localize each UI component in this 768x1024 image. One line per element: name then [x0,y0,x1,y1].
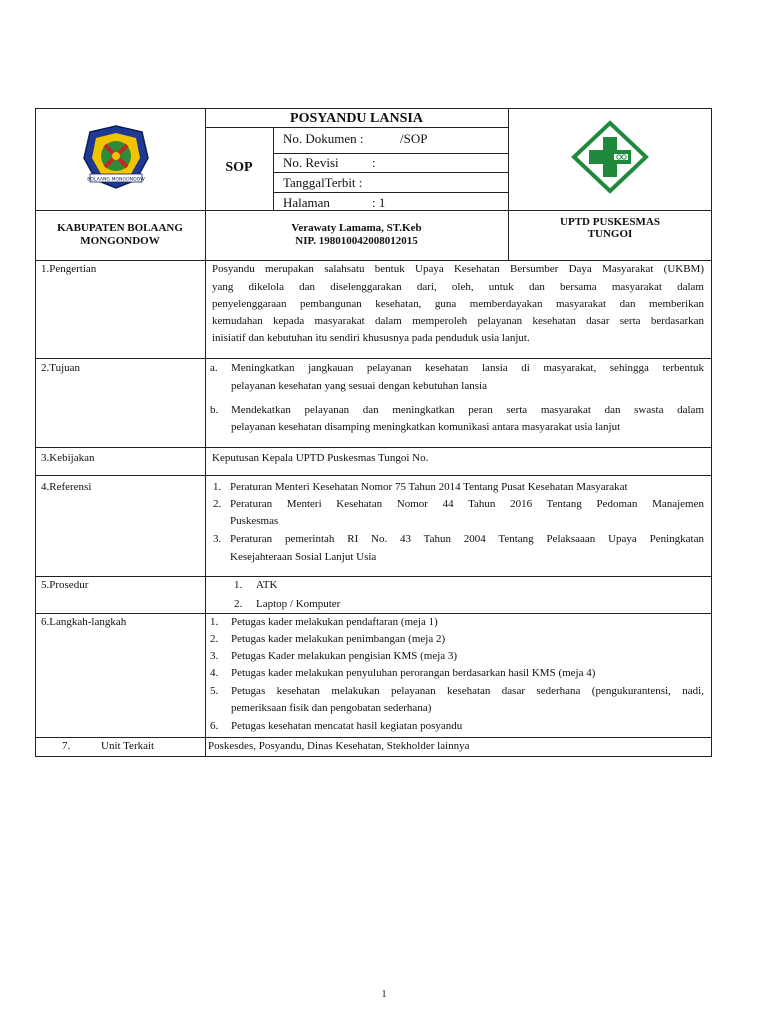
meta-revisi-value: : [372,155,376,170]
referensi-line: Peraturan Menteri Kesehatan Nomor 44 Tahun 2016 Tentang Pedoman Manajemen [230,498,704,510]
kabupaten-logo [76,122,156,194]
langkah-line: Petugas kesehatan mencatat hasil kegiatan posyandu [231,720,463,732]
pengertian-line: inisiatif dan kebutuhan itu sendiri khususnya pada penduduk usia lanjut. [212,332,530,344]
langkah-line: Petugas kesehatan melakukan pelayanan kesehatan dasar sederhana (pengukurantensi, nadi, [231,685,704,697]
langkah-line: Petugas kader melakukan pendaftaran (meja 1) [231,616,438,628]
langkah-line: Petugas kader melakukan penimbangan (meja 2) [231,633,446,645]
document-title: POSYANDU LANSIA [290,111,423,126]
langkah-marker: 5. [210,685,219,697]
langkah-marker: 1. [210,616,219,628]
unit-text: Poskesdes, Posyandu, Dinas Kesehatan, Stekholder lainnya [208,740,470,752]
referensi-marker: 2. [213,498,222,510]
referensi-line: Kesejahteraan Sosial Lanjut Usia [230,551,377,563]
referensi-line: Peraturan Menteri Kesehatan Nomor 75 Tahun 2014 Tentang Pusat Kesehatan Masyarakat [230,481,628,493]
pengertian-line: yang dikelola dan diselenggarakan dari, oleh, untuk dan bersama masyarakat dalam [212,281,704,293]
langkah-line: Petugas Kader melakukan pengisian KMS (meja 3) [231,650,458,662]
referensi-line: Puskesmas [230,515,279,527]
signer-nip: NIP. 198010042008012015 [295,235,418,247]
tujuan-line: pelayanan kesehatan yang sesuai dengan kebutuhan lansia [231,380,487,392]
langkah-marker: 6. [210,720,219,732]
tujuan-line: pelayanan kesehatan disamping meningkatkan komunikasi antara masyarakat usia lanjut [231,421,621,433]
section-label: 6.Langkah-langkah [41,616,127,628]
kebijakan-text: Keputusan Kepala UPTD Puskesmas Tungoi No. [212,452,429,464]
puskesmas-logo [570,120,650,194]
left-org-line2: MONGONDOW [80,235,160,247]
langkah-marker: 3. [210,650,219,662]
pengertian-line: Posyandu merupakan salahsatu bentuk Upaya Kesehatan Bersumber Daya Masyarakat (UKBM) [212,263,704,275]
sop-label: SOP [225,160,253,175]
section-label: 5.Prosedur [41,579,89,591]
tujuan-marker: a. [210,362,218,374]
page-number: 1 [381,989,387,1000]
meta-halaman-label: Halaman [283,195,330,210]
meta-dokumen-value: /SOP [400,131,428,146]
prosedur-item: ATK [256,579,278,591]
langkah-line: pemeriksaan fisik dan pengobatan sederhana) [231,702,432,714]
logo-banner-text: BOLAANG MONGONDOW [87,177,145,183]
prosedur-marker: 1. [234,579,243,591]
referensi-marker: 1. [213,481,222,493]
left-org-line1: KABUPATEN BOLAANG [57,222,183,234]
signer-name: Verawaty Lamama, ST.Keb [291,222,422,234]
pengertian-line: penyelenggaraan pembangunan kesehatan, guna memberdayakan masyarakat dan memberikan [212,298,704,310]
tujuan-line: Meningkatkan jangkauan pelayanan kesehatan lansia di masyarakat, sehingga terbentuk [231,362,704,374]
langkah-line: Petugas kader melakukan penyuluhan perorangan berdasarkan hasil KMS (meja 4) [231,667,596,679]
meta-terbit-label: TanggalTerbit : [283,175,363,190]
referensi-line: Peraturan pemerintah RI No. 43 Tahun 2004 Tentang Pelaksaaan Upaya Peningkatan [230,533,704,545]
unit-number: 7. [62,740,71,752]
langkah-marker: 4. [210,667,219,679]
tujuan-marker: b. [210,404,219,416]
section-label: Unit Terkait [101,740,155,752]
referensi-marker: 3. [213,533,222,545]
section-label: 1.Pengertian [41,263,97,275]
pengertian-line: kemudahan kepada masyarakat dalam memperoleh pelayanan kesehatan dasar serta berdasarkan [212,315,704,327]
meta-revisi-label: No. Revisi [283,155,339,170]
prosedur-item: Laptop / Komputer [256,598,341,610]
right-org-line1: UPTD PUSKESMAS [560,216,660,228]
langkah-marker: 2. [210,633,219,645]
meta-dokumen-label: No. Dokumen : [283,131,364,146]
section-label: 3.Kebijakan [41,452,95,464]
right-org-line2: TUNGOI [587,228,633,240]
meta-halaman-value: : 1 [372,195,386,210]
section-label: 2.Tujuan [41,362,81,374]
section-label: 4.Referensi [41,481,92,493]
prosedur-marker: 2. [234,598,243,610]
tujuan-line: Mendekatkan pelayanan dan meningkatkan peran serta masyarakat dan swasta dalam [231,404,704,416]
